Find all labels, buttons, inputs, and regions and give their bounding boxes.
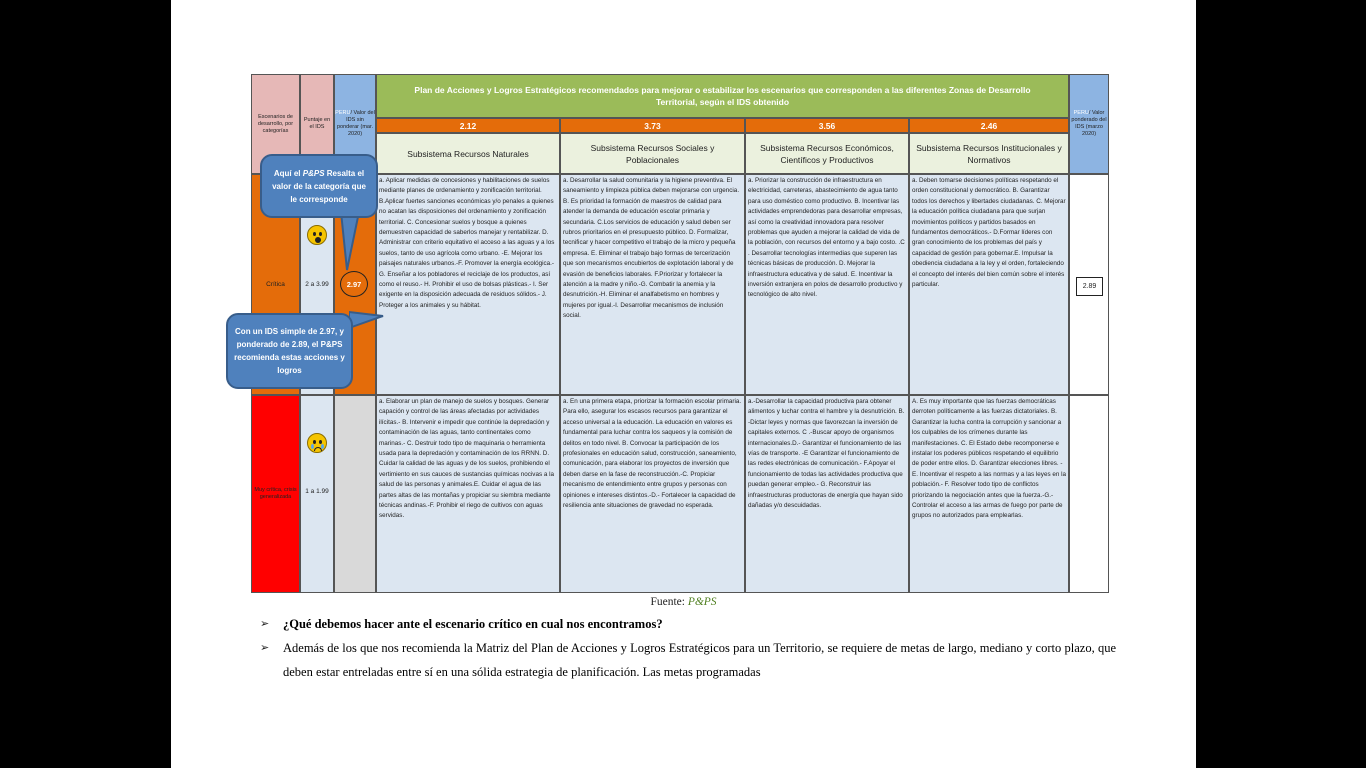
critica-social-actions <box>560 174 745 395</box>
subsystem-economic-text: Subsistema Recursos Económicos, Científicos y Productivos <box>760 142 894 165</box>
muy-institutional-text: A. Es muy importante que las fuerzas democráticas derroten políticamente a las fuerzas dictatoriales. B. Garantizar la lucha contra la corrupción y sancionar a los culpables de los crímenes durante las manifestaciones. C. El Estado debe recomponerse e instalar los poderes públicos respetando el equilibrio de poder entre ellos. D. Garantizar elecciones libres. - E. Incentivar el respeto a las normas y a las leyes en la población.- F. Resolver todo tipo de conflictos priorizando la negociación antes que la fuerza.-G.-Controlar el acceso a las armas de fuego por parte de grupos no autorizados para emplearlas. <box>912 398 1067 520</box>
subsystem-natural <box>376 133 560 174</box>
header-valor-left-text: / Valor del IDS sin ponderar (mar. 2020) <box>336 110 375 137</box>
subsystem-social-text: Subsistema Recursos Sociales y Poblacionales <box>590 142 715 165</box>
bullet-item <box>260 612 1116 636</box>
score-social: 3.73 <box>560 118 745 133</box>
critica-natural-actions <box>376 174 560 395</box>
bullet-list <box>260 612 1116 684</box>
document-page <box>171 0 1196 768</box>
bullet-item <box>260 636 1116 684</box>
arrow-bullet-icon: ➢ <box>260 641 270 654</box>
plan-title-text: Plan de Acciones y Logros Estratégicos recomendados para mejorar o estabilizar los escenarios que corresponden a las diferentes Zonas de Desarrollo Territorial, según el IDS obtenido <box>414 85 1031 107</box>
callout-pointer-bottom <box>349 302 389 332</box>
subsystem-institutional-text: Subsistema Recursos Institucionales y Normativos <box>916 142 1062 165</box>
worried-face-icon <box>307 225 327 245</box>
muy-label-text: Muy crítica, crisis generalizada <box>254 487 297 500</box>
critica-social-text: a. Desarrollar la salud comunitaria y la higiene preventiva. El saneamiento y limpieza pública deben mejorarse con urgencia. B. Es prioridad la formación de maestros de calidad para atender la demanda de educación escolar primaria y secundaria. C.Los servicios de educación y salud deben ser rubros prioritarios en el presupuesto público. D. Formalizar, tecnificar y hacer competitivo el trabajo de la micro y pequeña empresa. E. Eliminar el trabajo bajo formas de tercerización que son mecanismos encubiertos de explotación laboral y de evasión de beneficios laborales. F.Priorizar y fortalecer la atención a la madre y niño.-G. Combatir la anemia y la desnutrición.-H. Eliminar el analfabetismo en hombres y mujeres por igual.-I. Desarrollar mecanismos de inclusión social. <box>563 177 740 320</box>
muy-weighted-cell <box>1069 395 1109 593</box>
critica-weighted-box <box>1076 277 1103 296</box>
muy-economic-text: a.-Desarrollar la capacidad productiva para obtener alimentos y luchar contra el hambre y la desnutrición. B. -Dictar leyes y normas que favorezcan la inversión de capitales externos. C .-Buscar apoyo de organismos internacionales.D.- Garantizar el funcionamiento de las vías de transporte. -E Garantizar el funcionamiento de las redes electrónicas de comunicación.- F.Apoyar el funcionamiento de todas las actividades productiva que puedan generar empleo.- G. Reconstruir las infraestructuras productoras de energía que hayan sido dañadas y/o descuidadas. <box>748 398 905 510</box>
critica-label-text: Crítica <box>266 281 285 288</box>
score-natural: 2.12 <box>376 118 560 133</box>
muy-natural-text: a. Elaborar un plan de manejo de suelos y bosques. Generar capación y control de las áreas afectadas por actividades ilícitas.- B. Intervenir e impedir que continúe la depredación y contaminación de las aguas, tanto continentales como marinas.- C. Destruir todo tipo de maquinaria o herramienta usada para la depredación y contaminación de los RRNN. D. Cuidar la calidad de las aguas y de los suelos, prohibiendo el vertimiento en sus cauces de sustancias químicas nocivas a la salud de las personas y animales.E. Cuidar el agua de las partes altas de las montañas y propiciar su siembra mediante técnicas andinas.-F. Prohibir el riego de cultivos con aguas servidas. <box>379 398 554 520</box>
muy-social-text: a. En una primera etapa, priorizar la formación escolar primaria. Para ello, asegurar los escasos recursos para garantizar el acceso universal a la educación. La educación en valores es fundamental para luchar contra los saqueos y la comisión de delitos en todo nivel. B. Convocar la participación de los profesionales en educación salud, construcción, saneamiento, comunicación, para elaborar los proyectos de inversión que deben darse en la fase de reconstrucción.-C. Propiciar mecanismo de entendimiento entre grupos y personas con opiniones e intereses distintos.-D.- Fortalecer la capacidad de resiliencia ante situaciones de gravedad no esperada. <box>563 398 742 510</box>
critica-institutional-actions <box>909 174 1069 395</box>
critica-weighted-text: 2.89 <box>1082 283 1097 290</box>
bullet-question: ¿Qué debemos hacer ante el escenario crítico en cual nos encontramos? <box>283 617 663 631</box>
critica-value-text: 2.97 <box>346 279 362 289</box>
critica-economic-actions <box>745 174 909 395</box>
header-puntaje-text: Puntaje en el IDS <box>303 117 331 130</box>
peru-brand-right: PERU <box>1073 110 1089 116</box>
score-institutional: 2.46 <box>909 118 1069 133</box>
callout-bottom-text: Con un IDS simple de 2.97, y ponderado de 2.89, el P&PS recomienda estas acciones y logros <box>234 327 345 375</box>
arrow-bullet-icon: ➢ <box>260 617 270 630</box>
callout-bottom <box>226 313 353 389</box>
header-valor-right-text: / Valor ponderado del IDS (marzo 2020) <box>1071 110 1107 137</box>
header-scenarios-text: Escenarios de desarrollo, por categorías <box>257 113 294 134</box>
critica-institutional-text: a. Deben tomarse decisiones políticas respetando el orden constitucional y democrático. B. Garantizar todos los derechos y libertades ciudadanas. C. Mejorar la educación política ciudadana para que surjan movimientos políticos y partidos basados en fundamentos democráticos.- D.Formar líderes con gran conocimiento de los problemas del país y capacidad de gestión para gobernar.E. Impulsar la obediencia ciudadana a la ley y el orden, fortaleciendo el concepto del interés del bien común sobre el interés particular. <box>912 177 1066 289</box>
critica-range-text: 2 a 3.99 <box>305 281 329 288</box>
row-muy-value <box>334 395 376 593</box>
subsystem-social <box>560 133 745 174</box>
muy-range-text: 1 a 1.99 <box>305 488 329 495</box>
callout-top: Aquí el P&PS Resalta el valor de la categoría que le corresponde <box>260 154 378 218</box>
critica-economic-text: a. Priorizar la construcción de infraestructura en electricidad, carreteras, abastecimiento de agua tanto para uso doméstico como productivo. B. Incentivar las actividades emprendedoras para desarrollar empresas, así como la creatividad innovadora para resolver problemas que ayuden a mejorar la calidad de vida de la población, con recursos del entorno y a bajo costo. .C . Desarrollar tecnologías intermedias que superen las técnicas básicas de producción. D. Mejorar la infraestructura educativa y de salud. E. Incentivar la inversión extranjera en polos de desarrollo productivo y tecnológico de alto nivel. <box>748 177 905 299</box>
score-economic: 3.56 <box>745 118 909 133</box>
row-muy-range <box>300 395 334 593</box>
subsystem-natural-text: Subsistema Recursos Naturales <box>407 148 529 159</box>
row-muy-label <box>251 395 300 593</box>
peru-brand-left: PERU <box>335 110 351 116</box>
source-label: Fuente: <box>650 596 688 608</box>
muy-social-actions <box>560 395 745 593</box>
bullet-paragraph: Además de los que nos recomienda la Matriz del Plan de Acciones y Logros Estratégicos para un Territorio, se requiere de metas de largo, mediano y corto plazo, que deben estar entreladas entre sí en una sólida estrategia de planificación. Las metas programadas <box>283 641 1116 679</box>
source-brand: P&PS <box>687 596 717 608</box>
header-plan-title <box>376 74 1069 118</box>
subsystem-economic <box>745 133 909 174</box>
muy-economic-actions <box>745 395 909 593</box>
pps-brand-callout: P&PS <box>302 168 325 178</box>
critica-weighted-cell <box>1069 174 1109 395</box>
crying-face-icon <box>307 433 327 453</box>
muy-natural-actions <box>376 395 560 593</box>
subsystem-institutional <box>909 133 1069 174</box>
critica-natural-text: a. Aplicar medidas de concesiones y habilitaciones de suelos mediante planes de ordenamiento y zonificación territorial. B.Aplicar fuertes sanciones económicas y/o penales a quienes no acatan las disposiciones del ordenamiento y zonificación territorial. C. Concesionar suelos y bosque a quienes demuestren capacidad de saberlos manejar y rentabilizar. D. Administrar con criterio equitativo el acceso a las aguas y a los suelos, tanto de uso agrícola como urbano. -E. Mejorar los paisajes naturales urbanos.-F. Promover la energía ecológica.- G. Enseñar a los pobladores el reciclaje de los productos, así como el reuso.- H. Prohibir el uso de bolsas plásticas.- I. Ser exigente en la disposición adecuada de residuos sólidos.- J. Proteger a los animales y su hábitat. <box>379 177 555 309</box>
muy-institutional-actions <box>909 395 1069 593</box>
header-valor-ponderado <box>1069 74 1109 174</box>
source-line <box>171 596 1196 608</box>
